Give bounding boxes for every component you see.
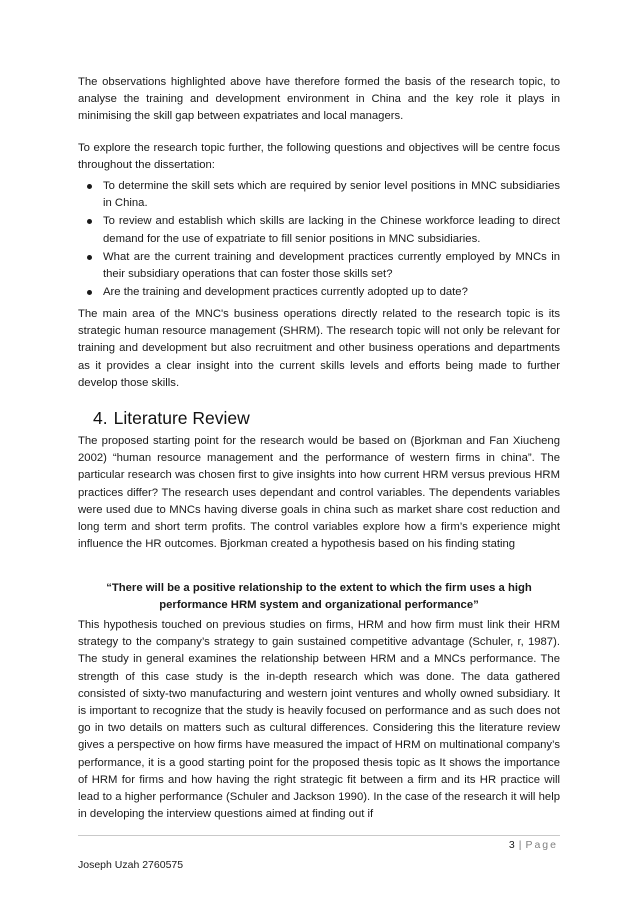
page-number-value: 3 (508, 839, 515, 851)
paragraph-hypothesis-discussion: This hypothesis touched on previous studies on firms, HRM and how firm must link their HRM strategy to the company’s strategy to gain sustained competitive advantage (Schuler, r, 1987). The study in general examines the relationship between HRM and a MNCs performance. The strength of this case study is the in-depth research which was done. The data gathered consisted of sixty-two manufacturing and western joint ventures and wholly owned subsidiary. It is important to recognize that the study is heavily focused on performance and as such does not go in two details on matters such as cultural differences. Considering this the literature review gives a perspective on how firms have measured the impact of HRM on multinational company’s performance, it is a good starting point for the proposed thesis topic as It shows the importance of HRM for firms and how having the right strategic fit between a firm and its HR practice will lead to a higher performance (Schuler and Jackson 1990). In the case of the research it will help in developing the interview questions aimed at finding out if (78, 619, 560, 821)
footer-divider (78, 835, 560, 836)
paragraph-literature: The proposed starting point for the research would be based on (Bjorkman and Fan Xiucheng 2002) “human resource management and the performance of western firms in china”. The particular research was chosen first to give insights into how current HRM versus previous HRM practices differ? The research uses dependant and control variables. The dependents variables were used due to MNCs having diverse goals in china such as market share cost reduction and long term and short term profits. The control variables explore how a firm’s experience might influence the HR outcomes. Bjorkman created a hypothesis based on his finding stating (78, 435, 560, 551)
page-number-separator: | (518, 839, 522, 851)
page-number (509, 838, 558, 852)
list-item (78, 284, 560, 301)
list-item-text: Are the training and development practices currently adopted up to date? (103, 286, 468, 299)
list-item (78, 249, 560, 283)
section-heading (93, 407, 250, 429)
footer-author: Joseph Uzah 2760575 (78, 859, 184, 871)
list-item (78, 178, 560, 212)
bullet-icon (87, 184, 92, 189)
section-title: Literature Review (113, 408, 250, 428)
bullet-icon (87, 219, 92, 224)
paragraph-shrm: The main area of the MNC's business operations directly related to the research topic is its strategic human resource management (SHRM). The research topic will not only be relevant for training and development but also recruitment and other business operations and departments as it provides a clear insight into the current skills levels and efforts being made to further develop those skills. (78, 308, 560, 389)
list-item-text: What are the current training and development practices currently employed by MNCs in their subsidiary operations that can foster those skills set? (103, 250, 560, 281)
paragraph-objectives-intro: To explore the research topic further, the following questions and objectives will be centre focus throughout the dissertation: (78, 142, 560, 172)
bullet-icon (87, 255, 92, 260)
hypothesis-quote: “There will be a positive relationship to the extent to which the firm uses a high performance HRM system and organizational performance” (106, 582, 532, 612)
list-item-text: To review and establish which skills are lacking in the Chinese workforce leading to direct demand for the use of expatriate to fill senior positions in MNC subsidiaries. (103, 215, 560, 245)
list-item (78, 213, 560, 247)
paragraph-intro: The observations highlighted above have therefore formed the basis of the research topic, to analyse the training and development environment in China and the key role it plays in minimising the skill gap between expatriates and local managers. (78, 76, 560, 123)
list-item-text: To determine the skill sets which are required by senior level positions in MNC subsidiaries in China. (103, 180, 560, 210)
page-label: Page (525, 839, 558, 851)
objectives-list (78, 178, 560, 302)
section-number: 4. (93, 408, 108, 428)
bullet-icon (87, 290, 92, 295)
